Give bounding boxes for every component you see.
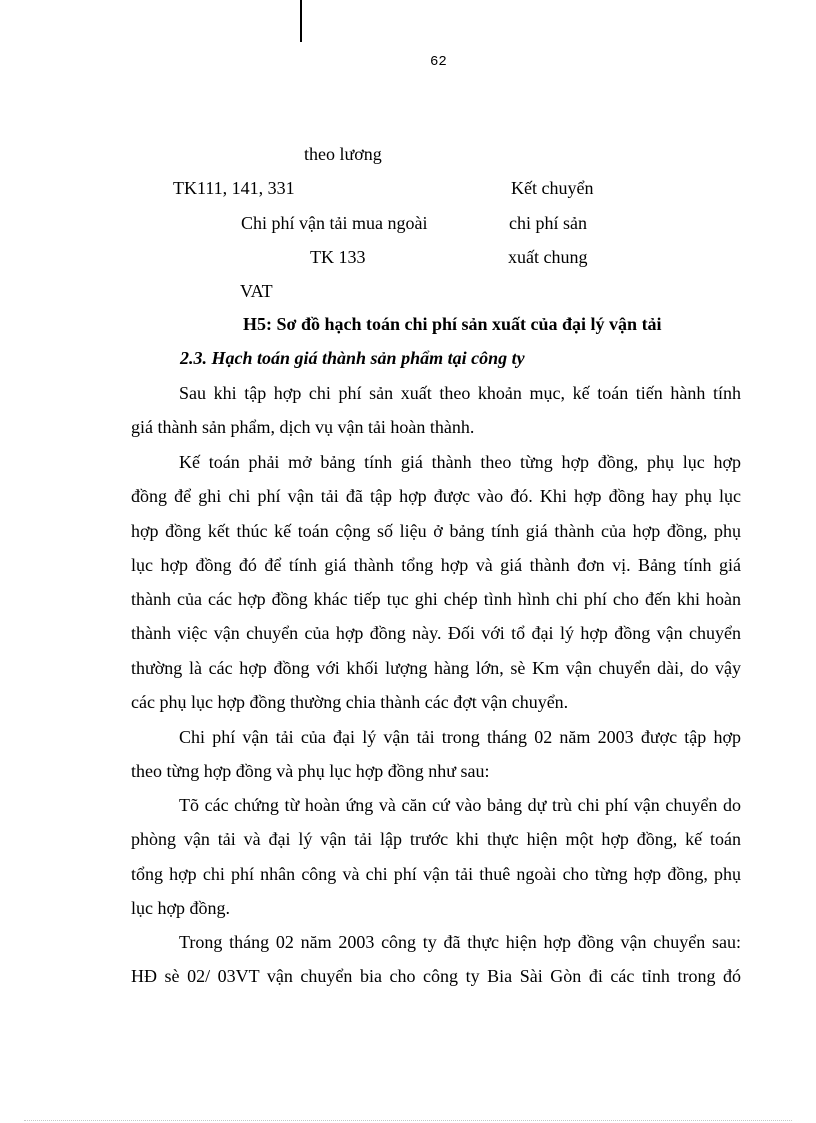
paragraph-line: đồng để ghi chi phí vận tải đã tập hợp được vào đó. Khi hợp đồng hay phụ lục [131,486,741,507]
paragraph-line: Sau khi tập hợp chi phí sản xuất theo khoản mục, kế toán tiến hành tính [179,383,741,403]
paragraph-line: Chi phí vận tải của đại lý vận tải trong tháng 02 năm 2003 được tập hợp [179,727,741,747]
paragraph-line: phòng vận tải và đại lý vận tải lập trước khi thực hiện một hợp đồng, kế toán [131,829,741,850]
paragraph-line: HĐ sè 02/ 03VT vận chuyển bia cho công ty Bia Sài Gòn đi các tỉnh trong đó [131,966,741,987]
page-number: 62 [430,54,447,70]
paragraph-2 [131,445,741,719]
paragraph-line: tổng hợp chi phí nhân công và chi phí vận tải thuê ngoài cho từng hợp đồng, phụ [131,863,741,884]
label-ket-chuyen: Kết chuyển [511,178,594,198]
paragraph-line: Trong tháng 02 năm 2003 công ty đã thực hiện hợp đồng vận chuyển sau: [179,932,741,952]
page-bottom-edge [24,1120,792,1121]
label-tk133: TK 133 [310,247,366,267]
paragraph-line: thành của các hợp đồng khác tiếp tục ghi chép tình hình chi phí cho đến khi hoàn [131,589,741,610]
paragraph-line: lục hợp đồng đó để tính giá thành tổng hợp và giá thành đơn vị. Bảng tính giá [131,554,741,575]
diagram-caption: H5: Sơ đồ hạch toán chi phí sản xuất của đại lý vận tải [243,314,662,334]
top-vertical-rule [300,0,302,42]
paragraph-line: thường là các hợp đồng với khối lượng hàng lớn, sè Km vận chuyển dài, do vậy [131,657,741,678]
paragraph-line: Kế toán phải mở bảng tính giá thành theo từng hợp đồng, phụ lục hợp [179,452,741,472]
label-tk111-141-331: TK111, 141, 331 [173,178,295,198]
label-vat: VAT [240,281,273,301]
label-theo-luong: theo lương [304,144,382,164]
label-chi-phi-san: chi phí sản [509,213,587,233]
paragraph-5 [131,925,741,994]
paragraph-line: hợp đồng kết thúc kế toán cộng số liệu ở bảng tính giá thành của hợp đồng, phụ [131,520,741,541]
paragraph-line: giá thành sản phẩm, dịch vụ vận tải hoàn thành. [131,417,475,438]
paragraph-line: Tõ các chứng từ hoàn ứng và căn cứ vào bảng dự trù chi phí vận chuyển do [179,795,741,815]
section-title: 2.3. Hạch toán giá thành sản phẩm tại công ty [180,348,525,368]
paragraph-line: các phụ lục hợp đồng thường chia thành các đợt vận chuyển. [131,692,569,713]
paragraph-4 [131,788,741,925]
paragraph-line: theo từng hợp đồng và phụ lục hợp đồng như sau: [131,761,490,782]
label-chi-phi-van-tai-mua-ngoai: Chi phí vận tải mua ngoài [241,213,428,233]
label-xuat-chung: xuất chung [508,247,588,267]
paragraph-1 [131,376,741,445]
paragraph-line: lục hợp đồng. [131,897,231,918]
paragraph-3 [131,720,741,789]
paragraph-line: thành việc vận chuyển của hợp đồng này. Đối với tổ đại lý hợp đồng vận chuyển [131,623,741,644]
